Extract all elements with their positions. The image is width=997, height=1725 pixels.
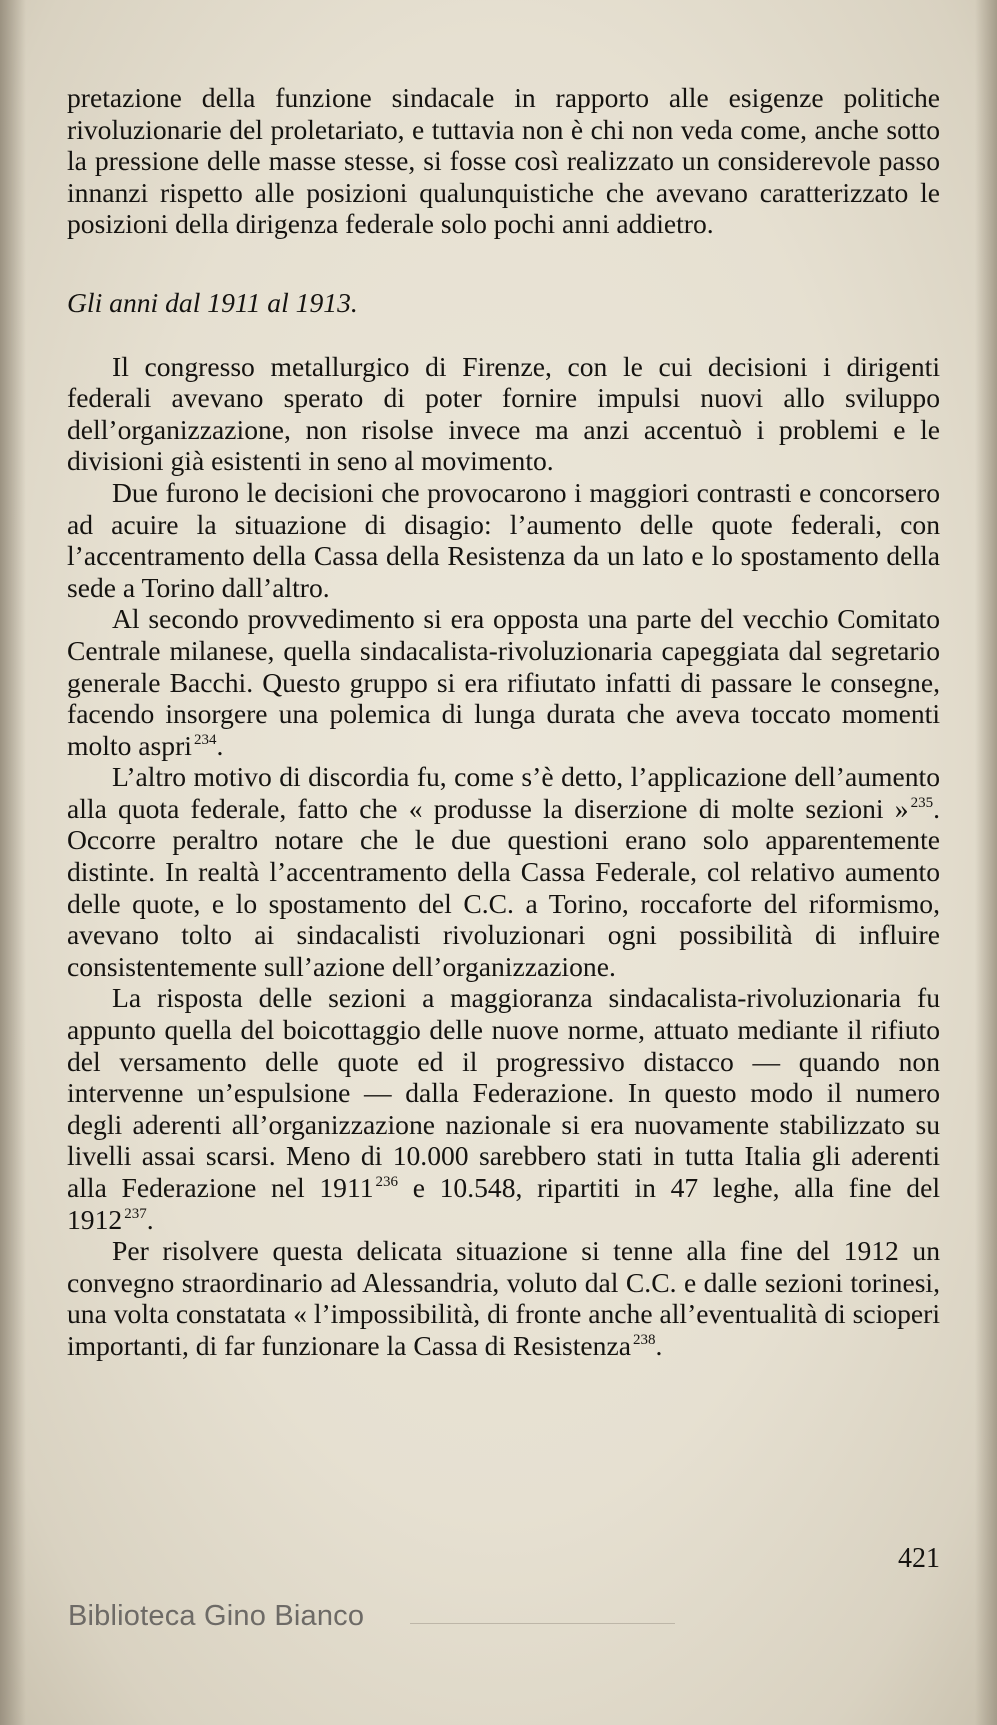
paragraph-text: Il congresso metallurgico di Firenze, con le cui decisioni i dirigenti federali avevano sperato di poter fornire impulsi nuovi allo sviluppo dell’organizzazione, non risolse invece ma anzi accentuò i problemi e le divisioni già esistenti in seno al movimento. (67, 350, 940, 477)
body-text (67, 82, 940, 1362)
page-number: 421 (898, 1543, 940, 1574)
paragraph-text: Al secondo provvedimento si era opposta una parte del vecchio Comitato Centrale milanese, quella sindacalista-rivoluzionaria capeggiata dal segretario generale Bacchi. Questo gruppo si era rifiutato infatti di passare le consegne, facendo insorgere una polemica di lunga durata che aveva toccato momenti molto aspri (67, 603, 940, 761)
footnote-ref: 235 (910, 794, 934, 811)
paragraph-text: . Occorre peraltro notare che le due questioni erano solo apparentemente distinte. In realtà l’accentramento della Cassa Federale, col relativo aumento delle quote, e lo spostamento del C.C. a Torino, roccaforte del riformismo, avevano tolto ai sindacalisti rivoluzionari ogni possibilità di influire consistentemente sull’azione dell’organizzazione. (67, 792, 940, 982)
footnote-ref: 237 (124, 1205, 147, 1222)
section-heading: Gli anni dal 1911 al 1913. (67, 286, 358, 318)
paragraph-text: . (655, 1329, 663, 1361)
paragraph-text: Due furono le decisioni che provocarono i maggiori contrasti e concorsero ad acuire la situazione di disagio: l’aumento delle quote federali, con l’accentramento della Cassa della Resistenza da un lato e lo spostamento della sede a Torino dall’altro. (67, 476, 940, 603)
paragraph (67, 1235, 940, 1361)
paragraph-text: . (216, 729, 224, 761)
library-watermark: Biblioteca Gino Bianco (68, 1600, 365, 1632)
paragraph-continuation (67, 82, 940, 240)
paragraph (67, 982, 940, 1235)
paragraph (67, 351, 940, 477)
watermark-rule (410, 1623, 675, 1624)
paragraph-text: pretazione della funzione sindacale in rapporto alle esigenze politiche rivoluzionarie del proletariato, e tuttavia non è chi non veda come, anche sotto la pressione delle masse stesse, si fosse così realizzato un considerevole passo innanzi rispetto alle posizioni qualunquistiche che avevano caratterizzato le posizioni della dirigenza federale solo pochi anni addietro. (67, 82, 940, 240)
footnote-ref: 234 (193, 731, 217, 748)
paragraph-text: La risposta delle sezioni a maggioranza sindacalista-rivoluzionaria fu appunto quella del boicottaggio delle nuove norme, attuato mediante il rifiuto del versamento delle quote ed il progressivo distacco — quando non intervenne un’espulsione — dalla Federazione. In questo modo il numero degli aderenti all’organizzazione nazionale si era nuovamente stabilizzato su livelli assai scarsi. Meno di 10.000 sarebbero stati in tutta Italia gli aderenti alla Federazione nel 1911 (67, 982, 940, 1203)
footnote-ref: 238 (632, 1331, 656, 1348)
footnote-ref: 236 (375, 1174, 399, 1190)
paragraph-text: Per risolvere questa delicata situazione si tenne alla fine del 1912 un convegno straordinario ad Alessandria, voluto dal C.C. e dalle sezioni torinesi, una volta constatata « l’impossibilità, di fronte anche all’eventualità di scioperi importanti, di far funzionare la Cassa di Resistenza (67, 1235, 940, 1361)
paragraph-text: L’altro motivo di discordia fu, come s’è detto, l’applicazione dell’aumento alla quota federale, fatto che « produsse la diserzione di molte sezioni » (67, 761, 940, 824)
paragraph (67, 603, 940, 761)
paragraph (67, 477, 940, 603)
paragraph-text: e 10.548, ripartiti in 47 leghe, alla fine del 1912 (67, 1172, 940, 1235)
paragraph-text: . (146, 1203, 154, 1235)
paragraph (67, 761, 940, 982)
